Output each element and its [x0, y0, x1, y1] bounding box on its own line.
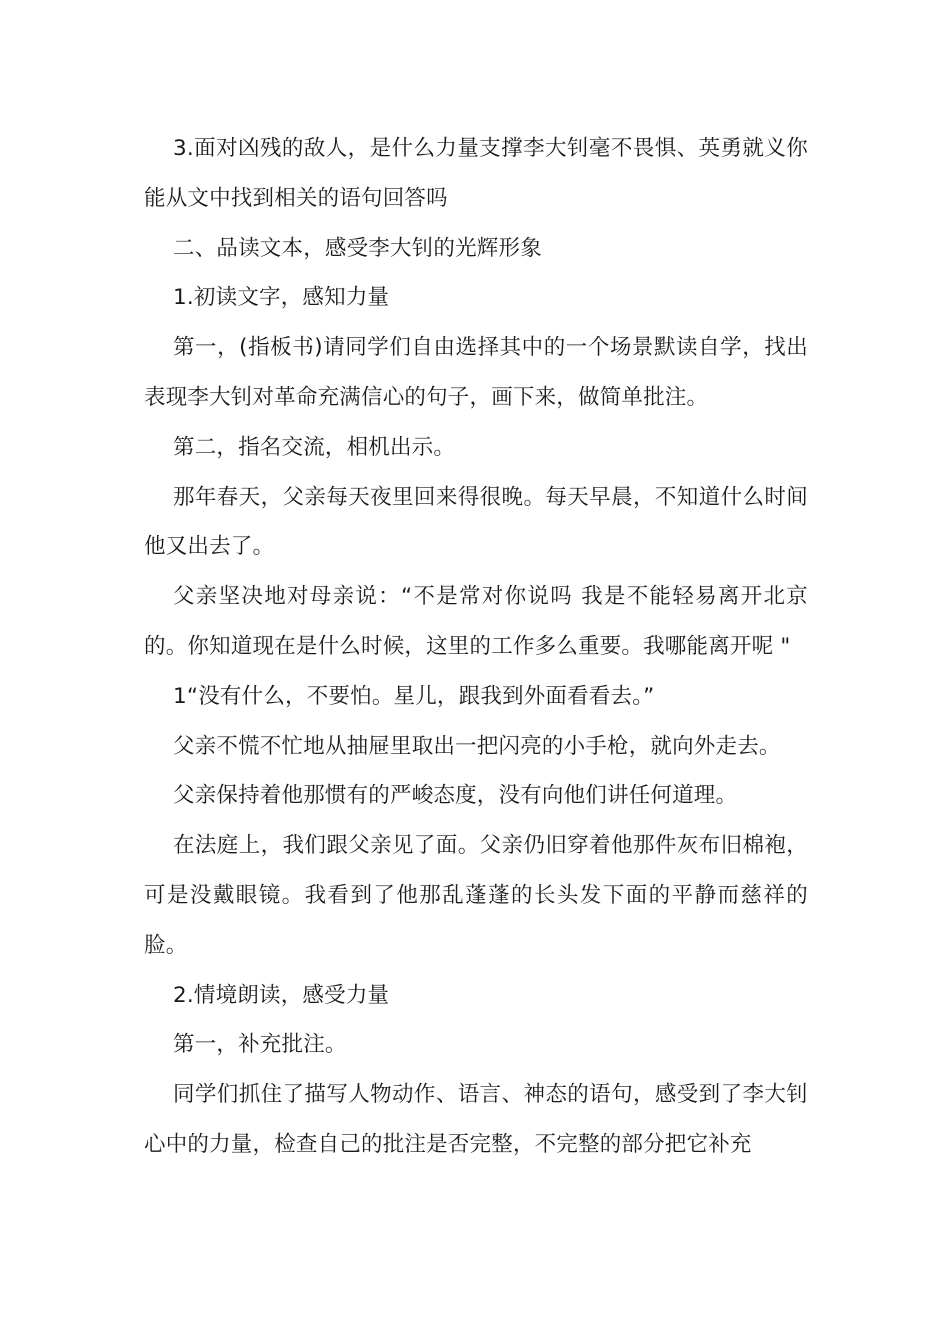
paragraph-question-3: 3.面对凶残的敌人，是什么力量支撑李大钊毫不畏惧、英勇就义你能从文中找到相关的语句回答吗: [144, 136, 808, 211]
paragraph-step-1: 第一，(指板书)请同学们自由选择其中的一个场景默读自学，找出表现李大钊对革命充满信心的句子，画下来，做简单批注。: [144, 335, 808, 410]
subheading-1: 1.初读文字，感知力量: [173, 285, 390, 311]
quote-paragraph-court: 在法庭上，我们跟父亲见了面。父亲仍旧穿着他那件灰布旧棉袍，可是没戴眼镜。我看到了他那乱蓬蓬的长头发下面的平静而慈祥的脸。: [144, 833, 808, 958]
subheading-2: 2.情境朗读，感受力量: [173, 982, 390, 1008]
section-heading-2: 二、品读文本，感受李大钊的光辉形象: [173, 235, 542, 261]
paragraph-annotation-step: 第一，补充批注。: [173, 1032, 347, 1058]
paragraph-step-2: 第二，指名交流，相机出示。: [173, 434, 456, 460]
document-body: [144, 124, 808, 1170]
quote-paragraph-not-afraid: 1“没有什么，不要怕。星儿，跟我到外面看看去。”: [173, 683, 655, 709]
quote-paragraph-beijing: 父亲坚决地对母亲说：“不是常对你说吗 我是不能轻易离开北京的。你知道现在是什么时候，这里的工作多么重要。我哪能离开呢 ": [144, 584, 808, 659]
quote-paragraph-stern: 父亲保持着他那惯有的严峻态度，没有向他们讲任何道理。: [173, 783, 738, 809]
quote-paragraph-pistol: 父亲不慌不忙地从抽屉里取出一把闪亮的小手枪，就向外走去。: [173, 733, 781, 759]
quote-paragraph-spring: 那年春天，父亲每天夜里回来得很晚。每天早晨，不知道什么时间他又出去了。: [144, 484, 808, 560]
paragraph-annotation-body: 同学们抓住了描写人物动作、语言、神态的语句，感受到了李大钊心中的力量，检查自己的批注是否完整，不完整的部分把它补充: [144, 1082, 808, 1157]
